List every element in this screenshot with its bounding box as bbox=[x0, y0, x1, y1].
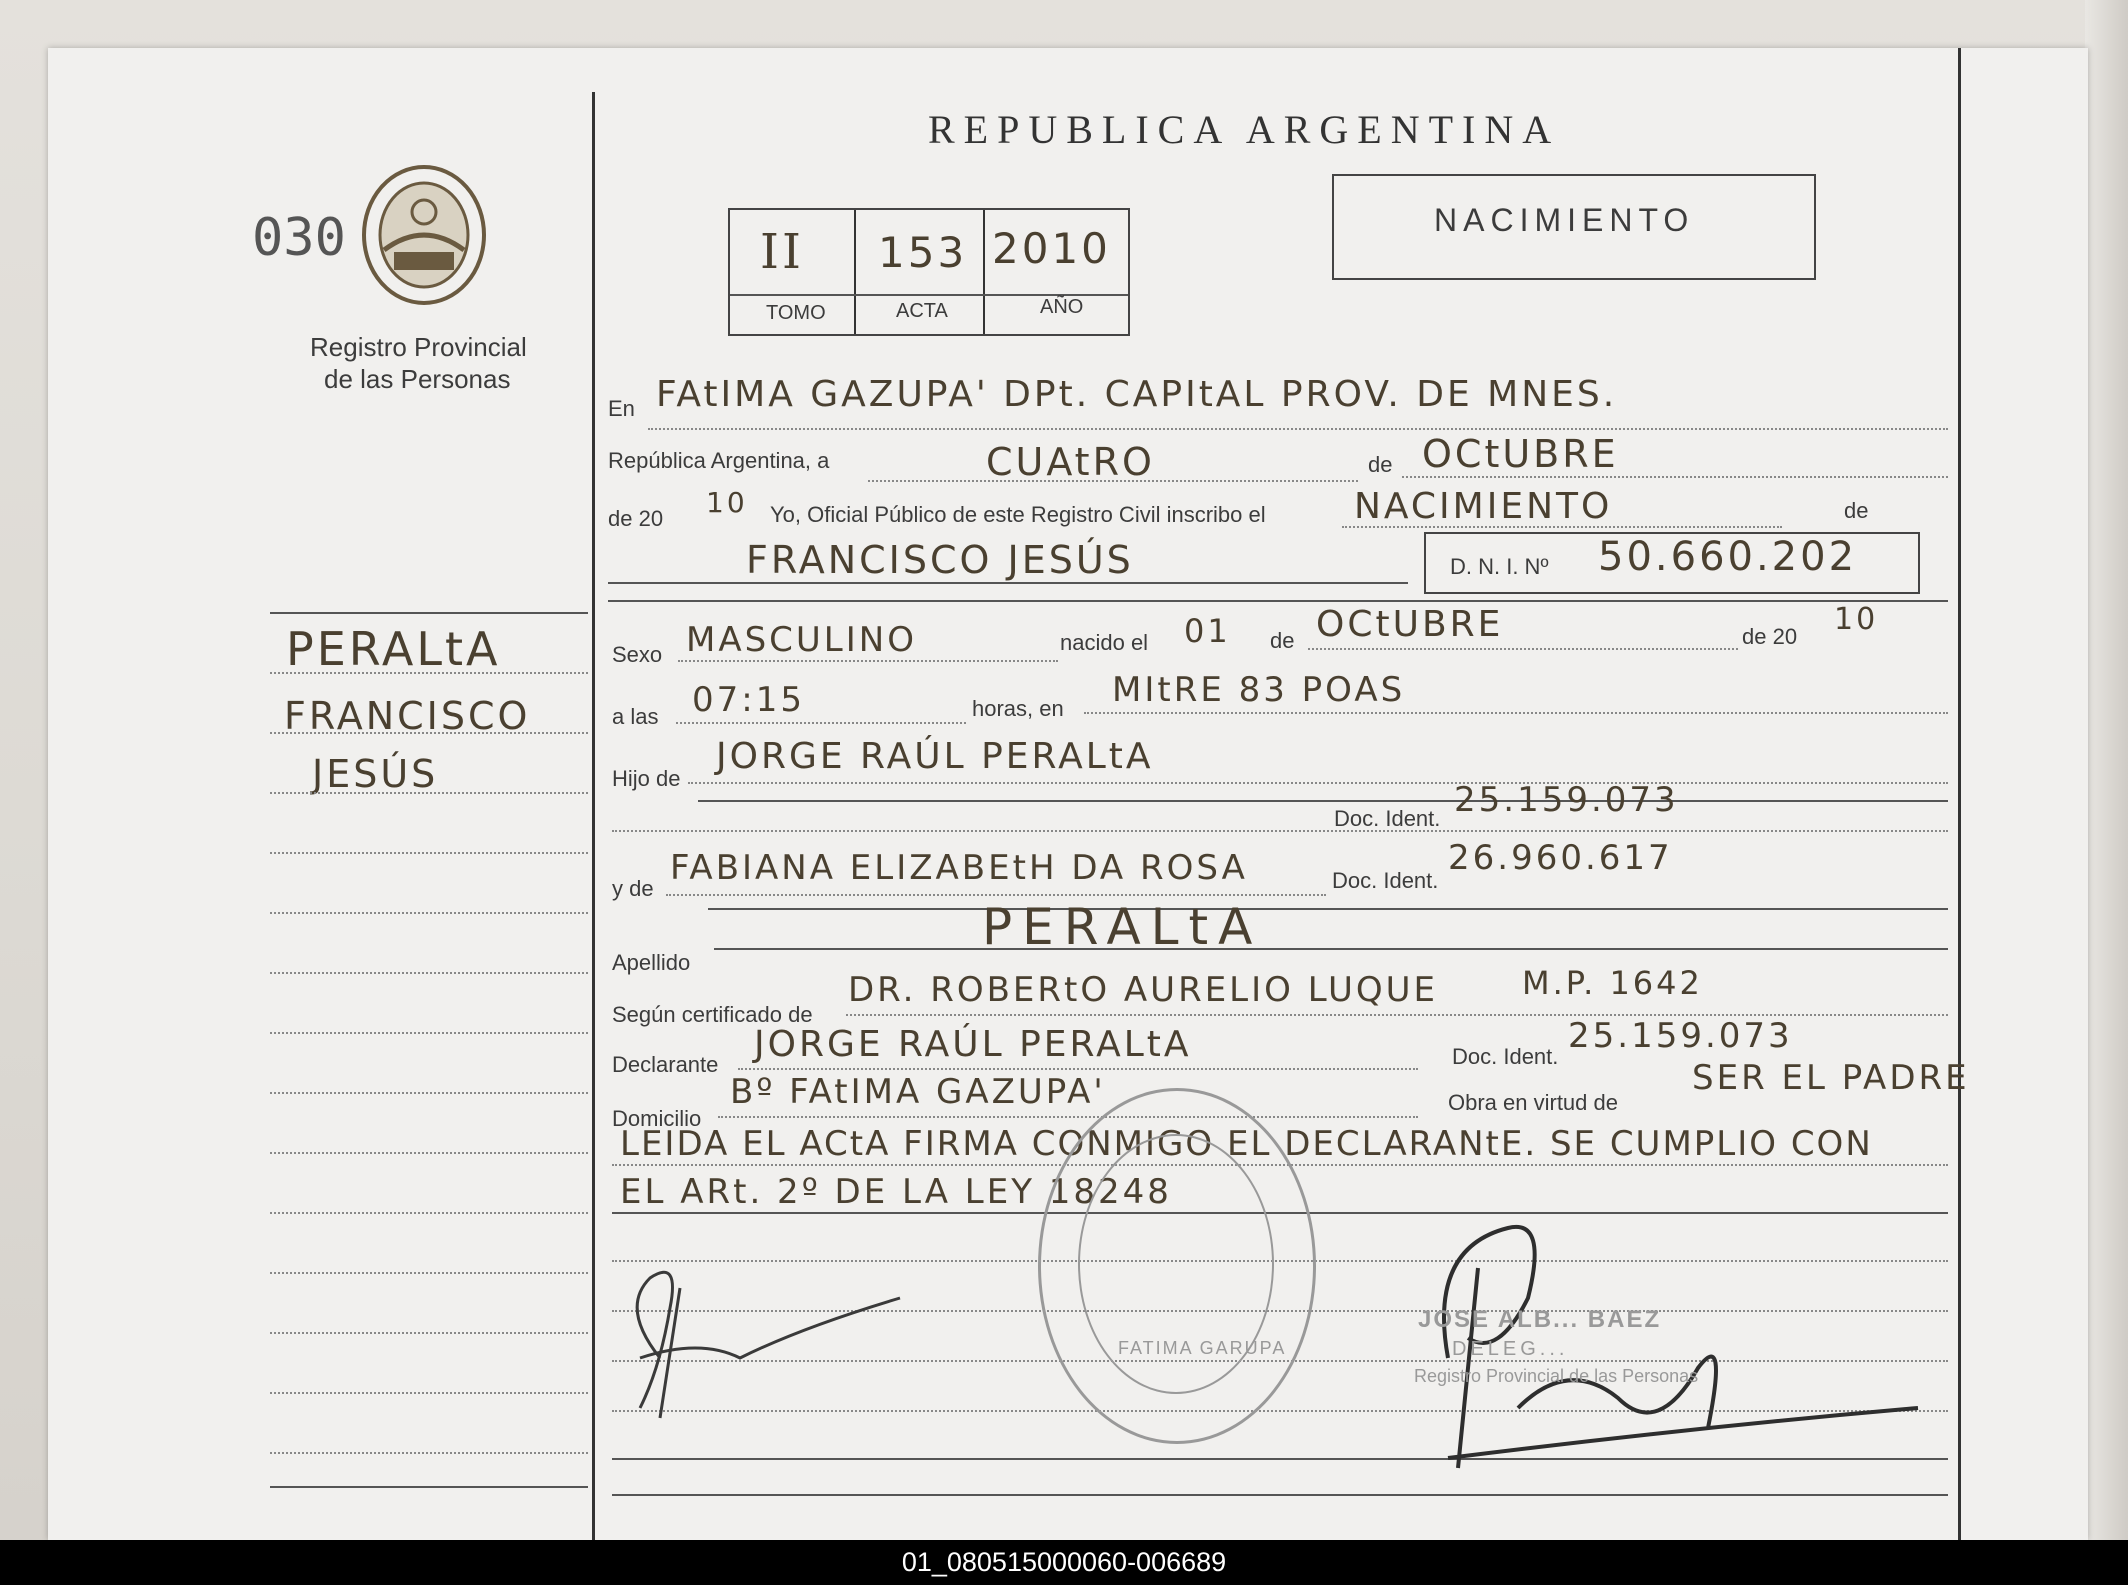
anio-short-value: 10 bbox=[706, 486, 748, 519]
margin-line bbox=[270, 1332, 588, 1334]
padre-doc-line bbox=[612, 830, 1948, 832]
certificate-page bbox=[48, 48, 2088, 1540]
hora-line bbox=[676, 722, 966, 724]
nacido-mes-line bbox=[1308, 648, 1738, 650]
record-box-divider bbox=[983, 210, 985, 334]
lugar-line bbox=[1084, 712, 1948, 714]
registry-name-line1: Registro Provincial bbox=[310, 332, 527, 362]
image-id-text: 01_080515000060-006689 bbox=[901, 1547, 1227, 1577]
country-title: REPUBLICA ARGENTINA bbox=[928, 107, 1561, 152]
en-line bbox=[648, 428, 1948, 430]
domicilio-line bbox=[718, 1116, 1418, 1118]
domicilio-label: Domicilio bbox=[612, 1106, 702, 1131]
form-number: 030 bbox=[252, 208, 346, 268]
tomo-value: II bbox=[760, 224, 804, 280]
padre-line bbox=[688, 782, 1948, 784]
declarante-label: Declarante bbox=[612, 1052, 719, 1077]
margin-line bbox=[270, 1212, 588, 1214]
margin-line bbox=[270, 1272, 588, 1274]
anio-label: AÑO bbox=[1040, 296, 1084, 318]
madre-doc-label: Doc. Ident. bbox=[1332, 868, 1439, 893]
margin-line bbox=[270, 1392, 588, 1394]
row-rule bbox=[708, 908, 1948, 910]
sexo-line bbox=[678, 660, 1058, 662]
de20-label: de 20 bbox=[608, 506, 664, 531]
yde-label: y de bbox=[612, 876, 654, 901]
right-border bbox=[1958, 48, 1961, 1540]
apellido-value: PERALtA bbox=[982, 898, 1263, 956]
nota-line-1: LEIDA EL ACtA FIRMA CONMIGO EL DECLARANtE. SE CUMPLIO CON bbox=[620, 1124, 1873, 1164]
horas-label: horas, en bbox=[972, 696, 1064, 721]
margin-given-name-1: FRANCISCO bbox=[284, 694, 531, 738]
obra-value: SER EL PADRE bbox=[1692, 1058, 1970, 1098]
alas-label: a las bbox=[612, 704, 659, 729]
margin-line bbox=[270, 852, 588, 854]
margin-line bbox=[270, 972, 588, 974]
column-divider bbox=[592, 92, 595, 1540]
en-value: FAtIMA GAZUPA' DPt. CAPItAL PROV. DE MNES. bbox=[656, 374, 1618, 415]
domicilio-value: Bº FAtIMA GAZUPA' bbox=[730, 1072, 1106, 1112]
matricula-value: M.P. 1642 bbox=[1522, 964, 1703, 1002]
tomo-label: TOMO bbox=[766, 302, 826, 324]
acta-label: ACTA bbox=[896, 300, 948, 322]
margin-line bbox=[270, 1032, 588, 1034]
nacido-de20-label: de 20 bbox=[1742, 624, 1798, 649]
nacido-label: nacido el bbox=[1060, 630, 1149, 655]
margin-rule bbox=[270, 1486, 588, 1488]
left-signature bbox=[600, 1248, 910, 1428]
row-rule bbox=[608, 600, 1948, 602]
nacido-anio: 10 bbox=[1834, 602, 1879, 637]
madre-value: FABIANA ELIZABEtH DA ROSA bbox=[670, 848, 1248, 888]
record-box-divider bbox=[854, 210, 856, 334]
de-label-2: de bbox=[1844, 498, 1869, 523]
sexo-value: MASCULINO bbox=[686, 620, 917, 660]
madre-doc-value: 26.960.617 bbox=[1448, 838, 1673, 878]
margin-surname: PERALtA bbox=[286, 622, 501, 676]
record-type: NACIMIENTO bbox=[1434, 202, 1695, 238]
apellido-label: Apellido bbox=[612, 950, 691, 975]
madre-line bbox=[666, 894, 1326, 896]
nombre-value: FRANCISCO JESÚS bbox=[746, 538, 1134, 582]
seal-text: FATIMA GARUPA bbox=[1118, 1338, 1287, 1358]
acta-value: 153 bbox=[878, 228, 968, 277]
padre-value: JORGE RAÚL PERALtA bbox=[716, 736, 1154, 777]
margin-given-name-2: JESÚS bbox=[312, 752, 439, 796]
dni-value: 50.660.202 bbox=[1598, 534, 1858, 580]
margin-rule bbox=[270, 612, 588, 614]
declarante-line bbox=[738, 1068, 1418, 1070]
nacido-de-label: de bbox=[1270, 628, 1295, 653]
official-org-stamp: Registro Provincial de las Personas bbox=[1414, 1366, 1699, 1386]
hora-value: 07:15 bbox=[692, 680, 805, 720]
row-rule bbox=[698, 800, 1948, 802]
margin-line bbox=[270, 912, 588, 914]
margin-line bbox=[270, 792, 588, 794]
lugar-value: MItRE 83 POAS bbox=[1112, 670, 1406, 710]
en-label: En bbox=[608, 396, 635, 421]
hijo-label: Hijo de bbox=[612, 766, 681, 791]
oficial-label: Yo, Oficial Público de este Registro Civil inscribo el bbox=[770, 502, 1266, 527]
nombre-line bbox=[608, 582, 1408, 584]
padre-doc-value: 25.159.073 bbox=[1454, 780, 1679, 820]
mes-line bbox=[1402, 476, 1948, 478]
padre-doc-label: Doc. Ident. bbox=[1334, 806, 1441, 831]
image-id-bar bbox=[0, 1540, 2128, 1585]
dni-label: D. N. I. Nº bbox=[1450, 554, 1549, 579]
hecho-value: NACIMIENTO bbox=[1354, 486, 1613, 527]
segun-label: Según certificado de bbox=[612, 1002, 813, 1027]
margin-line bbox=[270, 732, 588, 734]
certificado-value: DR. ROBERtO AURELIO LUQUE bbox=[848, 970, 1438, 1010]
margin-line bbox=[270, 1152, 588, 1154]
registry-name-line2: de las Personas bbox=[324, 364, 511, 394]
page-edge bbox=[2085, 0, 2128, 1540]
provincia-misiones-seal-logo bbox=[354, 160, 494, 310]
apellido-line bbox=[714, 948, 1948, 950]
dia-value: CUAtRO bbox=[986, 440, 1155, 484]
de-label: de bbox=[1368, 452, 1393, 477]
declarante-doc-label: Doc. Ident. bbox=[1452, 1044, 1559, 1069]
declarante-doc-value: 25.159.073 bbox=[1568, 1016, 1793, 1056]
margin-line bbox=[270, 1452, 588, 1454]
nacido-mes: OCtUBRE bbox=[1316, 604, 1504, 645]
sexo-label: Sexo bbox=[612, 642, 663, 667]
official-name-stamp: JOSE ALB... BAEZ bbox=[1418, 1306, 1662, 1333]
anio-value: 2010 bbox=[992, 224, 1111, 273]
nacido-dia: 01 bbox=[1184, 612, 1231, 650]
obra-label: Obra en virtud de bbox=[1448, 1090, 1618, 1115]
republica-label: República Argentina, a bbox=[608, 448, 830, 473]
nota-line-2: EL ARt. 2º DE LA LEY 18248 bbox=[620, 1172, 1172, 1212]
margin-line bbox=[270, 672, 588, 674]
margin-line bbox=[270, 1092, 588, 1094]
declarante-value: JORGE RAÚL PERALtA bbox=[754, 1024, 1192, 1065]
mes-value: OCtUBRE bbox=[1422, 432, 1619, 476]
official-title-stamp: DELEG... bbox=[1452, 1338, 1569, 1360]
